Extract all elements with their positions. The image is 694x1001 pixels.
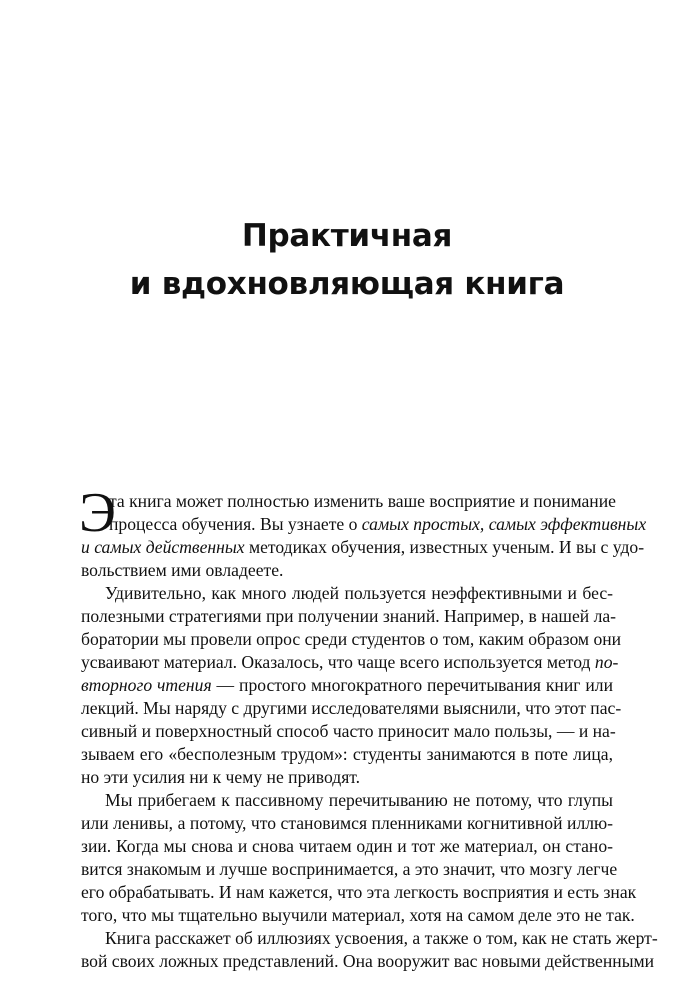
paragraph-3-line-1: Мы прибегаем к пассивному перечитыванию не потому, что глупы [105, 790, 613, 810]
text-run: — простого многократного перечитывания книг или [211, 675, 613, 695]
paragraph-4 [81, 927, 658, 973]
paragraph-2-line-2: полезными стратегиями при получении знаний. Например, в нашей ла- [81, 606, 617, 626]
paragraph-4-line-2: вой своих ложных представлений. Она вооружит вас новыми действенными [81, 951, 655, 971]
paragraph-3 [81, 789, 637, 927]
paragraph-1 [79, 482, 647, 582]
paragraph-1-line-4: вольствием ими овладеете. [81, 560, 284, 580]
paragraph-2-line-5 [81, 674, 613, 697]
drop-cap: Э [79, 482, 116, 544]
paragraph-3-line-4: вится знакомым и лучше воспринимается, а это значит, что мозгу легче [81, 859, 618, 879]
paragraph-2-line-6: лекций. Мы наряду с другими исследователями выяснили, что этот пас- [81, 698, 622, 718]
text-run: усваивают материал. Оказалось, что чаще всего используется метод [81, 652, 595, 672]
body-text [79, 482, 658, 973]
chapter-title-line-2: и вдохновляющая книга [129, 266, 565, 302]
paragraph-3-line-6: того, что мы тщательно выучили материал, хотя на самом деле это не так. [81, 905, 635, 925]
italic-run: и самых действенных [81, 537, 245, 557]
chapter-title [60, 212, 634, 308]
paragraph-2-line-7: сивный и поверхностный способ часто приносит мало пользы, — и на- [81, 721, 616, 741]
paragraph-3-line-2: или ленивы, а потому, что становимся пленниками когнитивной иллю- [81, 813, 613, 833]
text-run: процесса обучения. Вы узнаете о [109, 514, 362, 534]
paragraph-2-line-4 [81, 651, 619, 674]
paragraph-2-line-9: но эти усилия ни к чему не приводят. [81, 767, 361, 787]
italic-run: вторного чтения [81, 675, 212, 695]
paragraph-3-line-3: зии. Когда мы снова и снова читаем один и тот же материал, он стано- [81, 836, 613, 856]
paragraph-2-line-3: боратории мы провели опрос среди студентов о том, каким образом они [81, 629, 622, 649]
italic-run: по- [594, 652, 619, 672]
chapter-title-line-1: Практичная [241, 218, 453, 254]
paragraph-2-line-1: Удивительно, как много людей пользуется неэффективными и бес- [105, 583, 613, 603]
paragraph-4-line-1: Книга расскажет об иллюзиях усвоения, а также о том, как не стать жерт- [105, 928, 658, 948]
paragraph-1-line-1 [81, 490, 616, 513]
text-run: методиках обучения, известных ученым. И вы с удо- [244, 537, 645, 557]
italic-run: самых простых, самых эффективных [361, 514, 647, 534]
paragraph-2 [81, 582, 622, 789]
text-run: та книга может полностью изменить ваше восприятие и понимание [109, 491, 616, 511]
paragraph-2-line-8: зываем его «бесполезным трудом»: студенты занимаются в поте лица, [81, 744, 613, 764]
paragraph-1-line-2 [81, 513, 647, 536]
paragraph-1-line-3 [81, 536, 645, 559]
paragraph-3-line-5: его обрабатывать. И нам кажется, что эта легкость восприятия и есть знак [81, 882, 637, 902]
